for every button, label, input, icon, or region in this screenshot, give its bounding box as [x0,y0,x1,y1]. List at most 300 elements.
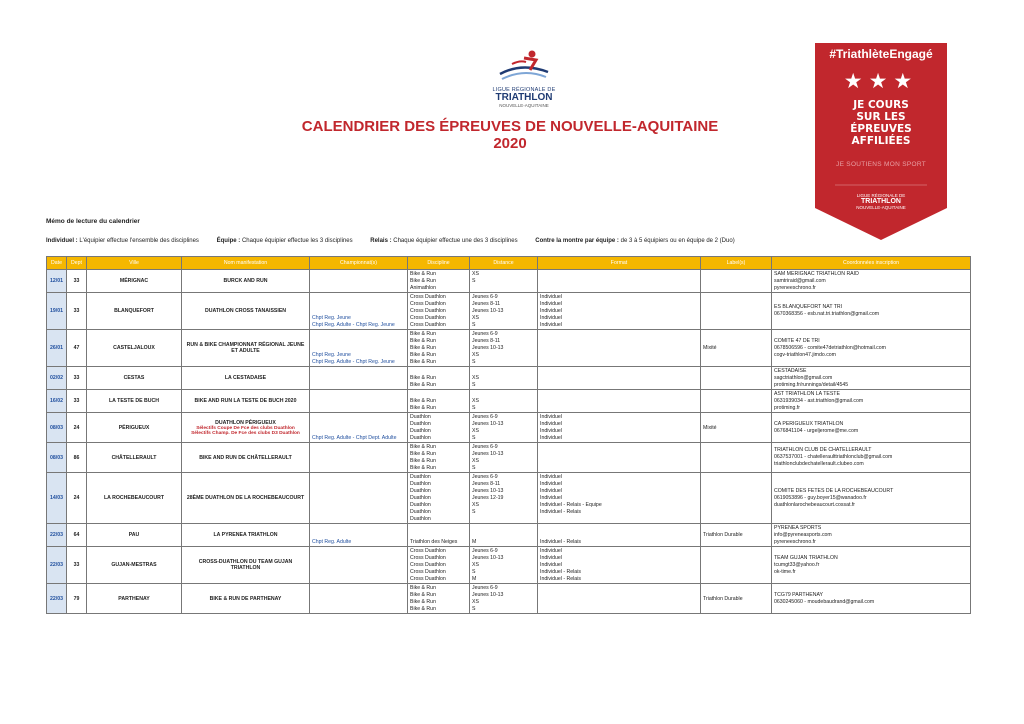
coord-line: 0670368356 - esb.nat.tri.triathlon@gmail.com [774,311,880,317]
header-discipline: Discipline [408,257,470,270]
event-label: Mixité [701,330,772,367]
dist-line: XS [472,502,479,508]
dist-line: Jeunes 10-13 [472,345,504,351]
event-championship [310,293,408,330]
coord-line: info@pyreneasports.com [774,531,832,538]
event-city: LA ROCHEBEAUCOURT [87,473,182,524]
event-format [538,270,701,293]
disc-line: Duathlon [410,414,431,420]
event-name [182,547,310,584]
coord-line: ES BLANQUEFORT NAT TRI [774,304,843,310]
coord-line: TEAM GUJAN TRIATHLON [774,554,838,561]
dist-line: Jeunes 6-9 [472,585,498,591]
event-city: BLANQUEFORT [87,293,182,330]
event-format [538,390,701,413]
event-dept: 47 [67,330,87,367]
memo-title: Mémo de lecture du calendrier [46,218,140,225]
event-date: 16/02 [47,390,67,413]
dist-line: Jeunes 10-13 [472,555,504,561]
format-line: Individuel [540,481,562,487]
event-dept: 33 [67,367,87,390]
coord-line: AST TRIATHLON LA TESTE [774,390,840,397]
dist-line: S [472,465,476,471]
dist-line: Jeunes 10-13 [472,488,504,494]
event-name-text: RUN & BIKE CHAMPIONNAT RÉGIONAL JEUNE ET ADULTE [186,342,305,354]
coord-line: tcumgt33@yahoo.fr [774,561,820,568]
coord-line: PYRENEA SPORTS [774,524,822,531]
disc-line: Bike & Run [410,458,436,464]
dist-line: XS [472,271,479,277]
champ-line: Chpt Reg. Adulte - Chpt Reg. Jeune [312,322,395,328]
format-line: Individuel [540,548,562,554]
event-selection-note: Sélectifs Champ. De Fce des clubs D3 Duathlon [191,430,300,436]
event-name-text: BIKE & RUN DE PARTHENAY [209,595,282,602]
disc-line: Bike & Run [410,398,436,404]
event-label [701,293,772,330]
format-line [540,278,698,285]
format-line [540,585,698,592]
dist-line: S [472,278,476,284]
badge-line2: SUR LES [856,111,906,123]
disc-line: Bike & Run [410,338,436,344]
coord-line: triathlonclubdechatellerault.clubeo.com [774,461,864,467]
coord-line: duathlonlarochebeaucourt.cossat.fr [774,501,856,508]
event-date: 14/03 [47,473,67,524]
event-name-text: CROSS-DUATHLON DU TEAM GUJAN TRIATHLON [198,559,293,571]
triathlon-logo-icon [494,48,554,86]
coord-line: 0678506596 - comite47detriathlon@hotmail.com [774,344,886,351]
event-date: 12/01 [47,270,67,293]
disc-line: Cross Duathlon [410,576,446,582]
coord-line: TRIATHLON CLUB DE CHATELLERAULT [774,447,872,453]
header-format: Format [538,257,701,270]
event-city: GUJAN-MESTRAS [87,547,182,584]
event-championship [310,367,408,390]
event-contact [772,584,971,614]
badge-stars-icon: ★★★ [843,70,919,93]
header-date: Date [47,257,67,270]
event-distance [470,390,538,413]
badge-mini3: NOUVELLE-AQUITAINE [856,205,906,210]
format-line: Individuel [540,474,562,480]
event-discipline [408,524,470,547]
badge-line3: ÉPREUVES [850,123,912,135]
dist-line: S [472,359,476,365]
dist-line: Jeunes 6-9 [472,548,498,554]
disc-line: Cross Duathlon [410,294,446,300]
format-line [540,331,698,338]
dist-line: XS [472,599,479,605]
disc-line: Bike & Run [410,444,436,450]
badge-soutiens: JE SOUTIENS MON SPORT [836,161,926,168]
event-label: Mixité [701,413,772,443]
format-line [540,382,698,389]
event-distance [470,443,538,473]
table-row [47,443,971,473]
legend-equipe-value: Chaque équipier effectue les 3 disciplines [240,238,353,244]
format-line [540,405,698,412]
event-date: 08/03 [47,413,67,443]
format-line: Individuel [540,301,562,307]
event-label [701,390,772,413]
engagement-badge [815,43,947,240]
coord-line: cogv-triathlon47.jimdo.com [774,351,836,358]
coord-line: CESTADAISE [774,367,807,374]
event-distance [470,413,538,443]
table-row [47,330,971,367]
dist-line: S [472,322,476,328]
event-distance [470,584,538,614]
event-contact [772,330,971,367]
coord-line: samtriraid@gmail.com [774,277,826,284]
disc-line: Duathlon [410,495,431,501]
disc-line: Duathlon [410,481,431,487]
disc-line: Bike & Run [410,278,436,284]
table-row [47,584,971,614]
format-line: Individuel - Relais - Equipe [540,502,602,508]
event-discipline [408,270,470,293]
event-distance [470,293,538,330]
dist-line: XS [472,428,479,434]
format-line: Individuel [540,562,562,568]
coord-line: CA PERIGUEUX TRIATHLON [774,420,844,427]
event-name [182,330,310,367]
event-contact [772,413,971,443]
header-ville: Ville [87,257,182,270]
event-name-text: LA PYRENEA TRIATHLON [213,532,278,538]
dist-line: Jeunes 8-11 [472,338,501,344]
event-name-text: DUATHLON CROSS TANAISSIEN [204,308,287,314]
table-row [47,270,971,293]
table-row [47,473,971,524]
event-label [701,547,772,584]
disc-line: Bike & Run [410,405,436,411]
event-dept: 86 [67,443,87,473]
format-line: Individuel [540,488,562,494]
table-row [47,367,971,390]
disc-line: Duathlon [410,428,431,434]
event-label: Triathlon Durable [701,584,772,614]
format-line: Individuel [540,294,562,300]
format-line [540,458,698,465]
disc-line: Bike & Run [410,382,436,388]
dist-line: Jeunes 6-9 [472,474,498,480]
disc-line: Bike & Run [410,352,436,358]
coord-line: SAM MÉRIGNAC TRIATHLON RAID [774,270,859,277]
dist-line: Jeunes 10-13 [472,421,504,427]
event-city: PÉRIGUEUX [87,413,182,443]
event-label: Triathlon Durable [701,524,772,547]
event-city: PARTHENAY [87,584,182,614]
event-label [701,473,772,524]
event-name [182,270,310,293]
event-distance [470,547,538,584]
champ-line: Chpt Reg. Adulte - Chpt Dept. Adulte [312,435,397,441]
event-discipline [408,330,470,367]
event-name-text: BIKE AND RUN LA TESTE DE BUCH 2020 [194,398,297,404]
badge-line1: JE COURS [853,99,909,111]
event-city: LA TESTE DE BUCH [87,390,182,413]
header-labels: Label(s) [701,257,772,270]
disc-line: Cross Duathlon [410,555,446,561]
dist-line [472,532,535,539]
event-name [182,413,310,443]
event-discipline [408,390,470,413]
table-row [47,413,971,443]
event-championship [310,443,408,473]
event-dept: 33 [67,293,87,330]
dist-line [472,285,535,292]
disc-line: Bike & Run [410,585,436,591]
event-discipline [408,473,470,524]
event-discipline [408,547,470,584]
event-date: 26/01 [47,330,67,367]
format-line: Individuel - Relais [540,539,581,545]
format-line [540,338,698,345]
disc-line: Cross Duathlon [410,322,446,328]
table-row [47,390,971,413]
legend-individuel-value: L'équipier effectue l'ensemble des disciplines [77,238,199,244]
table-row [47,547,971,584]
disc-line: Bike & Run [410,345,436,351]
disc-line: Cross Duathlon [410,548,446,554]
event-city: CESTAS [87,367,182,390]
format-line: Individuel [540,435,562,441]
disc-line: Bike & Run [410,331,436,337]
event-championship [310,524,408,547]
legend-equipe-key: Équipe : [216,238,241,244]
dist-line: Jeunes 10-13 [472,592,504,598]
event-name [182,473,310,524]
dist-line: S [472,606,476,612]
disc-line: Bike & Run [410,599,436,605]
event-distance [470,473,538,524]
event-discipline [408,584,470,614]
event-name [182,390,310,413]
calendar-table [46,256,971,614]
coord-line: sagctriathlon@gmail.com [774,374,833,381]
coord-line: COMITÉ 47 DE TRI [774,337,820,344]
disc-line: Cross Duathlon [410,569,446,575]
event-dept: 79 [67,584,87,614]
format-line [540,525,698,532]
coord-line: protiming.fr [774,404,800,411]
format-line: Individuel [540,555,562,561]
dist-line: Jeunes 12-19 [472,495,504,501]
disc-line: Duathlon [410,502,431,508]
legend-cm-value: de 3 à 5 équipiers ou en équipe de 2 (Duo) [618,238,735,244]
format-line [540,516,698,523]
disc-line: Cross Duathlon [410,308,446,314]
format-line: Individuel [540,308,562,314]
event-name [182,524,310,547]
disc-line: Animathlon [410,285,436,291]
format-line: Individuel - Relais [540,509,581,515]
event-name-text: 28ÈME DUATHLON DE LA ROCHEBEAUCOURT [186,495,305,501]
event-name-text: DUATHLON PÉRIGUEUX [215,419,276,426]
badge-line4: AFFILIÉES [851,135,911,147]
table-row [47,524,971,547]
logo-line2: TRIATHLON [495,92,553,103]
format-line [540,285,698,292]
header-distance: Distance [470,257,538,270]
event-championship [310,584,408,614]
table-row [47,293,971,330]
event-discipline [408,367,470,390]
event-contact [772,270,971,293]
dist-line [472,525,535,532]
event-championship [310,390,408,413]
legend-relais-key: Relais : [370,238,392,244]
event-discipline [408,443,470,473]
dist-line: Jeunes 10-13 [472,308,504,314]
disc-line: Duathlon [410,421,431,427]
dist-line: Jeunes 6-9 [472,444,498,450]
event-contact [772,547,971,584]
format-line [540,359,698,366]
dist-line: S [472,509,476,515]
disc-line: Cross Duathlon [410,301,446,307]
disc-line: Bike & Run [410,359,436,365]
disc-line: Duathlon [410,509,431,515]
format-line [540,465,698,472]
event-distance [470,524,538,547]
legend-cm-key: Contre la montre par équipe : [535,238,619,244]
disc-line [410,525,467,532]
coord-line: 0619053896 - guy.boyer15@wanadoo.fr [774,494,867,501]
disc-line: Triathlon des Neiges [410,539,458,545]
format-line: Individuel [540,315,562,321]
event-contact [772,473,971,524]
disc-line: Duathlon [410,516,431,522]
disc-line: Cross Duathlon [410,562,446,568]
event-date: 22/03 [47,524,67,547]
event-date: 22/03 [47,547,67,584]
event-format [538,547,701,584]
champ-line: Chpt Reg. Jeune [312,315,351,321]
event-city: CASTELJALOUX [87,330,182,367]
event-discipline [408,413,470,443]
format-line: Individuel - Relais [540,569,581,575]
coord-line: 0630245060 - moudebaudrand@gmail.com [774,598,875,605]
disc-line: Bike & Run [410,271,436,277]
header-championnat: Championnat(s) [310,257,408,270]
format-line [540,375,698,382]
event-name [182,367,310,390]
format-line [540,606,698,613]
event-format [538,473,701,524]
dist-line [472,516,535,523]
event-discipline [408,293,470,330]
dist-line: S [472,569,476,575]
dist-line: XS [472,315,479,321]
event-label [701,443,772,473]
event-championship [310,330,408,367]
event-label [701,270,772,293]
dist-line: S [472,382,476,388]
format-line: Individuel [540,414,562,420]
coord-line: protiming.fr/runnings/detail/4545 [774,381,849,388]
event-city: PAU [87,524,182,547]
dist-line: XS [472,375,479,381]
event-distance [470,270,538,293]
format-line [540,398,698,405]
format-line [540,444,698,451]
event-city: CHÂTELLERAULT [87,443,182,473]
event-date: 22/03 [47,584,67,614]
badge-hashtag: #TriathlèteEngagé [829,47,933,61]
badge-mini2: TRIATHLON [861,198,901,205]
event-dept: 64 [67,524,87,547]
format-line [540,532,698,539]
disc-line: Duathlon [410,474,431,480]
dist-line: Jeunes 6-9 [472,331,498,337]
event-championship [310,413,408,443]
event-distance [470,330,538,367]
event-distance [470,367,538,390]
disc-line: Bike & Run [410,375,436,381]
dist-line: XS [472,458,479,464]
dist-line: Jeunes 8-11 [472,481,501,487]
coord-line: TCG79 PARTHENAY [774,591,824,598]
format-line: Individuel - Relais [540,576,581,582]
coord-line: COMITÉ DES FÊTES DE LA ROCHEBEAUCOURT [774,487,894,494]
disc-line: Bike & Run [410,451,436,457]
event-label [701,367,772,390]
event-contact [772,293,971,330]
format-line [540,599,698,606]
champ-line: Chpt Reg. Jeune [312,352,351,358]
coord-line: 0631939034 - ast.triathlon@gmail.com [774,397,864,404]
format-line [540,352,698,359]
event-format [538,413,701,443]
format-line: Individuel [540,428,562,434]
legend-individuel-key: Individuel : [46,238,78,244]
champ-line: Chpt Reg. Adulte [312,539,352,545]
event-dept: 24 [67,473,87,524]
disc-line: Bike & Run [410,606,436,612]
event-name-text: BIKE AND RUN DE CHÂTELLERAULT [199,454,292,461]
event-date: 02/02 [47,367,67,390]
league-logo [484,48,564,116]
dist-line: Jeunes 10-13 [472,451,504,457]
event-dept: 33 [67,390,87,413]
disc-line [410,532,467,539]
disc-line: Cross Duathlon [410,315,446,321]
event-name [182,443,310,473]
coord-line: pyreneeschrono.fr [774,284,816,291]
event-format [538,330,701,367]
disc-line: Duathlon [410,488,431,494]
badge-slogan [815,99,947,147]
coord-line: 0637537001 - chatelleraulttriathlonclub@gmail.com [774,454,893,460]
event-city: MÉRIGNAC [87,270,182,293]
disc-line: Duathlon [410,435,431,441]
event-name-text: LA CESTADAISE [224,375,267,381]
badge-mini1: LIGUE RÉGIONALE DE [856,193,906,198]
event-contact [772,524,971,547]
event-selection-note: Sélectifs Coupe De Fce des clubs Duathlon [196,425,295,431]
format-line [540,271,698,278]
event-name [182,293,310,330]
coord-line: ok-time.fr [774,568,796,575]
event-format [538,367,701,390]
page-title: CALENDRIER DES ÉPREUVES DE NOUVELLE-AQUITAINE 2020 [301,118,719,152]
event-name [182,584,310,614]
event-dept: 33 [67,270,87,293]
event-format [538,443,701,473]
header-coordonnees: Coordonnées inscription [772,257,971,270]
